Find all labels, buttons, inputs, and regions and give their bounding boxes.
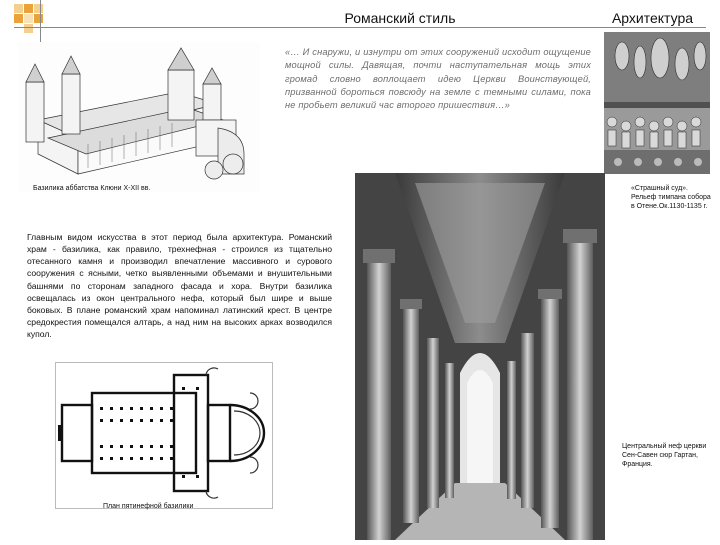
basilica-caption: Базилика аббатства Клюни X-XII вв. xyxy=(33,185,151,192)
quote-text: «… И снаружи, и изнутри от этих сооружений исходит ощущение мощной силы. Давящая, почти наступательная мощь этих громад словно воплощает идею Церкви Воинствующей, призванной бороться повсюду на земле с темными силами, пока не пробьет великий час второго пришествия…» xyxy=(285,47,591,111)
floor-plan-frame xyxy=(55,362,273,509)
nave-photo xyxy=(355,173,605,540)
basilica-illustration xyxy=(18,42,260,192)
section-title: Архитектура xyxy=(611,10,694,26)
floor-plan-drawing xyxy=(56,363,272,508)
header-rule xyxy=(14,27,706,28)
header-vertical-rule xyxy=(40,0,41,44)
nave-caption: Центральный неф церкви Сен-Савен сюр Гартан, Франция. xyxy=(622,443,707,468)
tympanum-relief-image xyxy=(604,32,710,174)
page-title: Романский стиль xyxy=(344,10,456,26)
plan-caption: План пятинефной базилики xyxy=(103,503,194,510)
tympanum-caption: «Страшный суд». Рельеф тимпана собора в Отене.Ок.1130-1135 г. xyxy=(631,185,711,210)
main-paragraph: Главным видом искусства в этот период была архитектура. Романский храм - базилика, как правило, трехнефная - строился из тщательно отесанного камня и производил впечатление массивного и сурового сооружения с ясными, четко выявленными объемами и внушительными башнями по сторонам западного фасада и хора. Внутри базилика освещалась из окон центрального нефа, который был шире и выше боковых. В плане романский храм напоминал латинский крест. В центре средокрестия помещался алтарь, а над ним на высоких арках возводился купол. xyxy=(27,232,332,340)
